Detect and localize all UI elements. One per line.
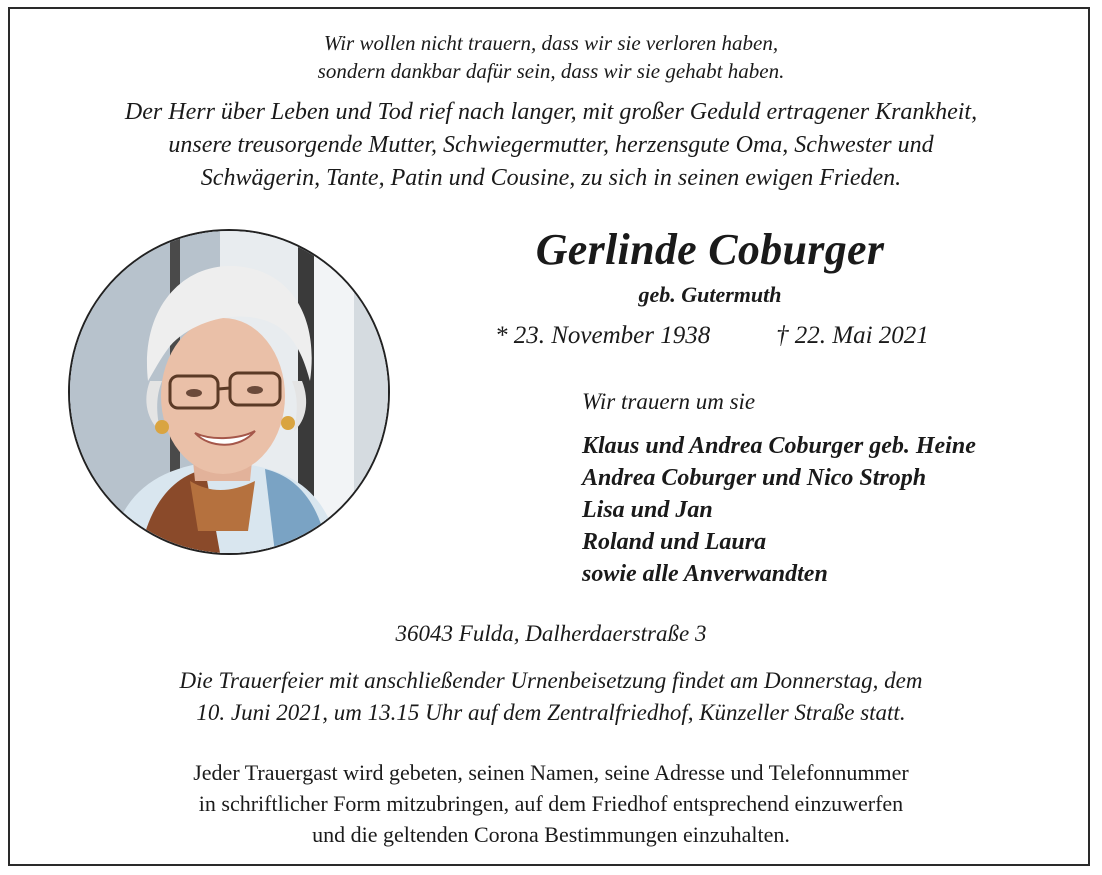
motto-line-1: Wir wollen nicht trauern, dass wir sie verloren haben,: [323, 31, 779, 55]
notice-line-3: und die geltenden Corona Bestimmungen einzuhalten.: [312, 822, 790, 847]
intro-line-1: Der Herr über Leben und Tod rief nach langer, mit großer Geduld ertragener Krankheit,: [124, 99, 978, 125]
notice-line-1: Jeder Trauergast wird gebeten, seinen Namen, seine Adresse und Telefonnummer: [193, 760, 909, 785]
mourner-item: Klaus und Andrea Coburger geb. Heine: [582, 433, 976, 459]
birth-date: * 23. November 1938: [495, 322, 711, 349]
deceased-name: Gerlinde Coburger: [535, 225, 885, 274]
portrait-photo: [68, 229, 390, 555]
mourner-item: Lisa und Jan: [582, 497, 713, 523]
ceremony-line-1: Die Trauerfeier mit anschließender Urnenbeisetzung findet am Donnerstag, dem: [179, 668, 923, 693]
mourner-item: Roland und Laura: [582, 529, 767, 555]
mourners-list: [582, 430, 976, 590]
mourners-heading: Wir trauern um sie: [582, 389, 756, 414]
motto-line-2: sondern dankbar dafür sein, dass wir sie gehabt haben.: [317, 59, 785, 83]
maiden-name: geb. Gutermuth: [638, 282, 782, 307]
death-date: † 22. Mai 2021: [776, 322, 929, 349]
intro-line-2: unsere treusorgende Mutter, Schwiegermutter, herzensgute Oma, Schwester und: [168, 132, 934, 158]
notice-line-2: in schriftlicher Form mitzubringen, auf dem Friedhof entsprechend einzuwerfen: [198, 791, 904, 816]
address: 36043 Fulda, Dalherdaerstraße 3: [395, 621, 707, 646]
mourner-item: Andrea Coburger und Nico Stroph: [582, 465, 927, 491]
mourner-item: sowie alle Anverwandten: [582, 561, 828, 587]
ceremony-line-2: 10. Juni 2021, um 13.15 Uhr auf dem Zentralfriedhof, Künzeller Straße statt.: [196, 700, 906, 725]
intro-line-3: Schwägerin, Tante, Patin und Cousine, zu sich in seinen ewigen Frieden.: [200, 165, 902, 191]
